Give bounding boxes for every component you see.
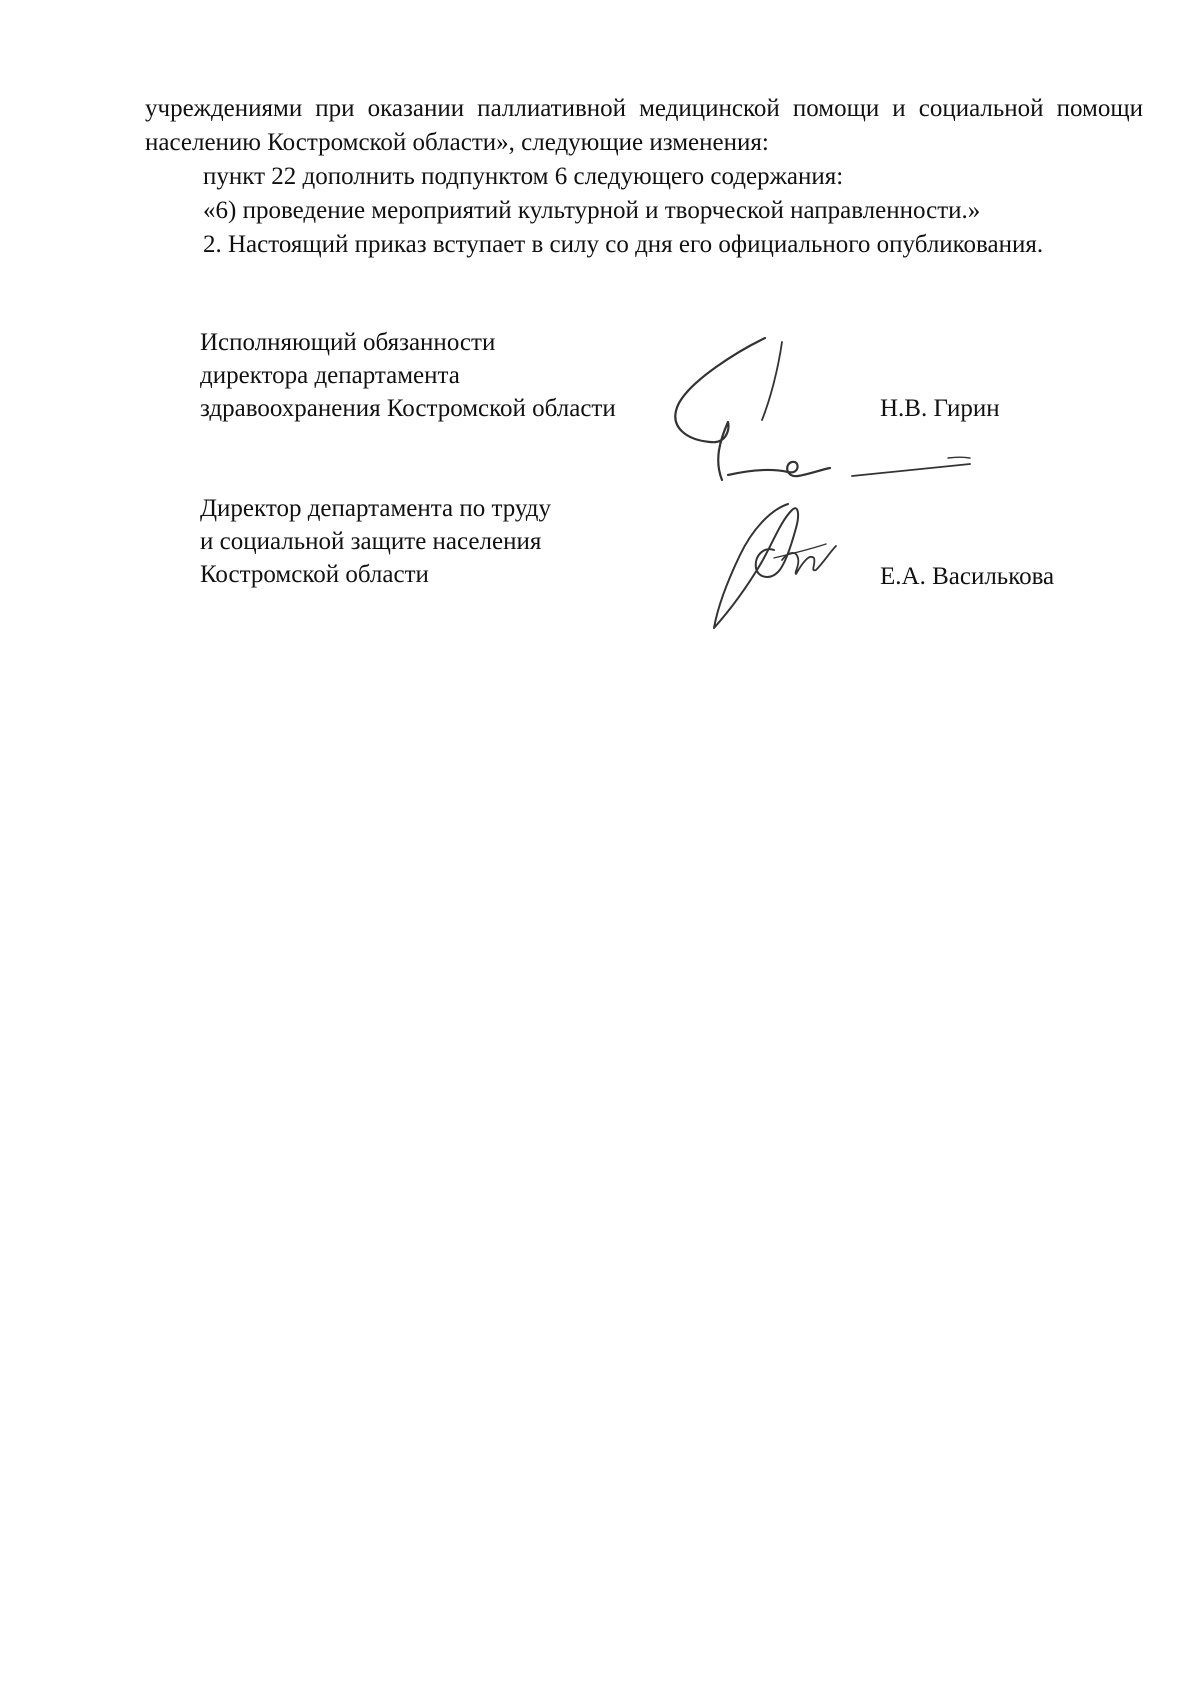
paragraph-subpoint-6: «6) проведение мероприятий культурной и творческой направленности.» — [203, 197, 981, 224]
signatory-2-position — [200, 492, 551, 591]
signature-1-handwritten — [670, 330, 990, 500]
signatory-1-position-line: здравоохранения Костромской области — [200, 395, 616, 422]
paragraph-effective-date: 2. Настоящий приказ вступает в силу со дня его официального опубликования. — [203, 231, 1044, 258]
signatory-2-name: Е.А. Василькова — [880, 563, 1055, 590]
signatory-1-position-line: Исполняющий обязанности — [200, 329, 496, 356]
document-body — [145, 92, 1143, 262]
signatory-1-name: Н.В. Гирин — [880, 395, 1000, 422]
signatory-2-position-line: Директор департамента по труду — [200, 495, 552, 522]
signature-2-handwritten — [700, 500, 860, 635]
paragraph-point-22: пункт 22 дополнить подпунктом 6 следующего содержания: — [203, 163, 844, 190]
signatory-2-position-line: и социальной защите населения — [200, 528, 542, 555]
paragraph-amendment-intro: учреждениями при оказании паллиативной медицинской помощи и социальной помощи населению Костромской области», следующие изменения: — [145, 95, 1143, 156]
signatory-2-position-line: Костромской области — [200, 561, 429, 588]
signatory-1-position-line: директора департамента — [200, 362, 460, 389]
signatory-1-position — [200, 326, 616, 425]
